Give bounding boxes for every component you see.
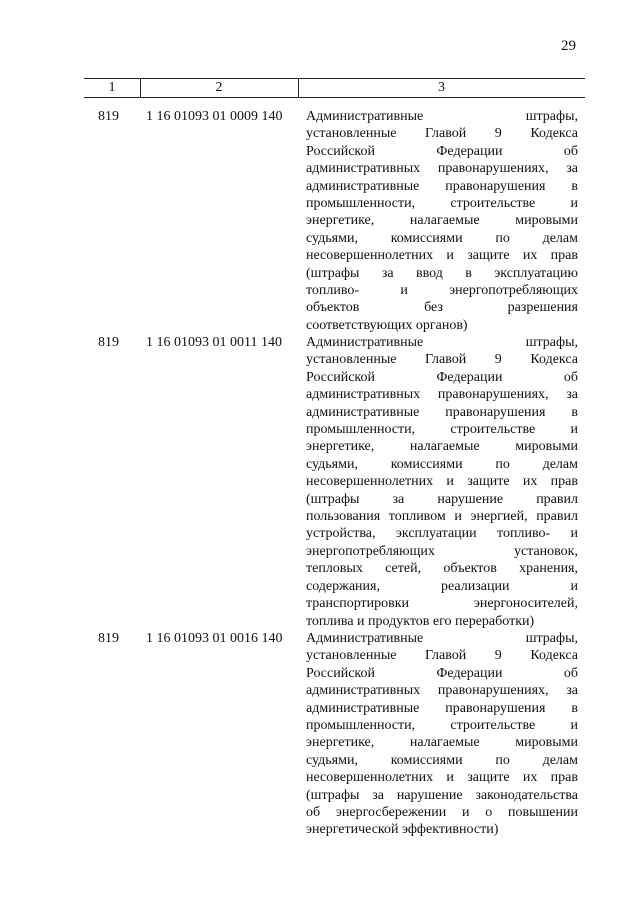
description-line: топливо- и энергопотребляющих (306, 283, 578, 299)
description-line: административных правонарушениях, за (306, 161, 578, 177)
kbk-code-cell: 1 16 01093 01 0011 140 (146, 335, 282, 350)
description-line: несовершеннолетних и защите их прав (306, 474, 578, 490)
description-line: (штрафы за ввод в эксплуатацию (306, 265, 578, 281)
description-line: (штрафы за нарушение законодательства (306, 787, 578, 803)
description-line: объектов без разрешения (306, 300, 578, 316)
description-line: пользования топливом и энергией, правил (306, 509, 578, 525)
description-line: несовершеннолетних и защите их прав (306, 770, 578, 786)
admin-code-cell: 819 (98, 335, 119, 350)
description-line: административных правонарушениях, за (306, 683, 578, 699)
description-line: промышленности, строительстве и (306, 422, 578, 438)
description-line: соответствующих органов) (306, 317, 468, 333)
description-line: промышленности, строительстве и (306, 718, 578, 734)
description-line: установленные Главой 9 Кодекса (306, 648, 578, 664)
description-cell (306, 630, 578, 839)
description-line: Российской Федерации об (306, 665, 578, 681)
description-line: транспортировки энергоносителей, (306, 596, 578, 612)
kbk-code-cell: 1 16 01093 01 0016 140 (146, 631, 283, 646)
description-line: тепловых сетей, объектов хранения, (306, 561, 578, 577)
description-line: судьями, комиссиями по делам (306, 456, 578, 472)
description-line: энергетической эффективности) (306, 822, 499, 838)
admin-code-cell: 819 (98, 109, 119, 124)
header-cell-2: 2 (215, 80, 223, 95)
description-line: энергетике, налагаемые мировыми (306, 213, 578, 229)
description-line: несовершеннолетних и защите их прав (306, 248, 578, 264)
description-line: административные правонарушения в (306, 404, 578, 420)
description-line: энергетике, налагаемые мировыми (306, 439, 578, 455)
header-cell-3: 3 (438, 80, 445, 95)
description-line: Административные штрафы, (306, 335, 578, 350)
admin-code-cell: 819 (98, 631, 119, 646)
description-line: содержания, реализации и (306, 578, 578, 594)
description-line: судьями, комиссиями по делам (306, 230, 578, 246)
description-line: административных правонарушениях, за (306, 387, 578, 403)
description-line: топлива и продуктов его переработки) (306, 613, 535, 629)
table-header-row (84, 78, 585, 98)
description-line: (штрафы за нарушение правил (306, 491, 578, 507)
description-line: Административные штрафы, (306, 109, 578, 124)
description-line: административные правонарушения в (306, 700, 578, 716)
description-line: судьями, комиссиями по делам (306, 752, 578, 768)
description-line: установленные Главой 9 Кодекса (306, 352, 578, 368)
description-line: Российской Федерации об (306, 143, 578, 159)
description-line: об энергосбережении и о повышении (306, 805, 578, 821)
description-line: Российской Федерации об (306, 369, 578, 385)
description-line: административные правонарушения в (306, 178, 578, 194)
description-line: промышленности, строительстве и (306, 196, 578, 212)
description-line: устройства, эксплуатации топливо- и (306, 526, 578, 542)
description-line: установленные Главой 9 Кодекса (306, 126, 578, 142)
header-cell-1: 1 (108, 80, 116, 95)
description-cell (306, 334, 578, 630)
kbk-code-cell: 1 16 01093 01 0009 140 (146, 109, 283, 124)
description-line: Административные штрафы, (306, 631, 578, 646)
page-number: 29 (561, 38, 576, 54)
description-cell (306, 108, 578, 334)
description-line: энергопотребляющих установок, (306, 543, 578, 559)
description-line: энергетике, налагаемые мировыми (306, 735, 578, 751)
